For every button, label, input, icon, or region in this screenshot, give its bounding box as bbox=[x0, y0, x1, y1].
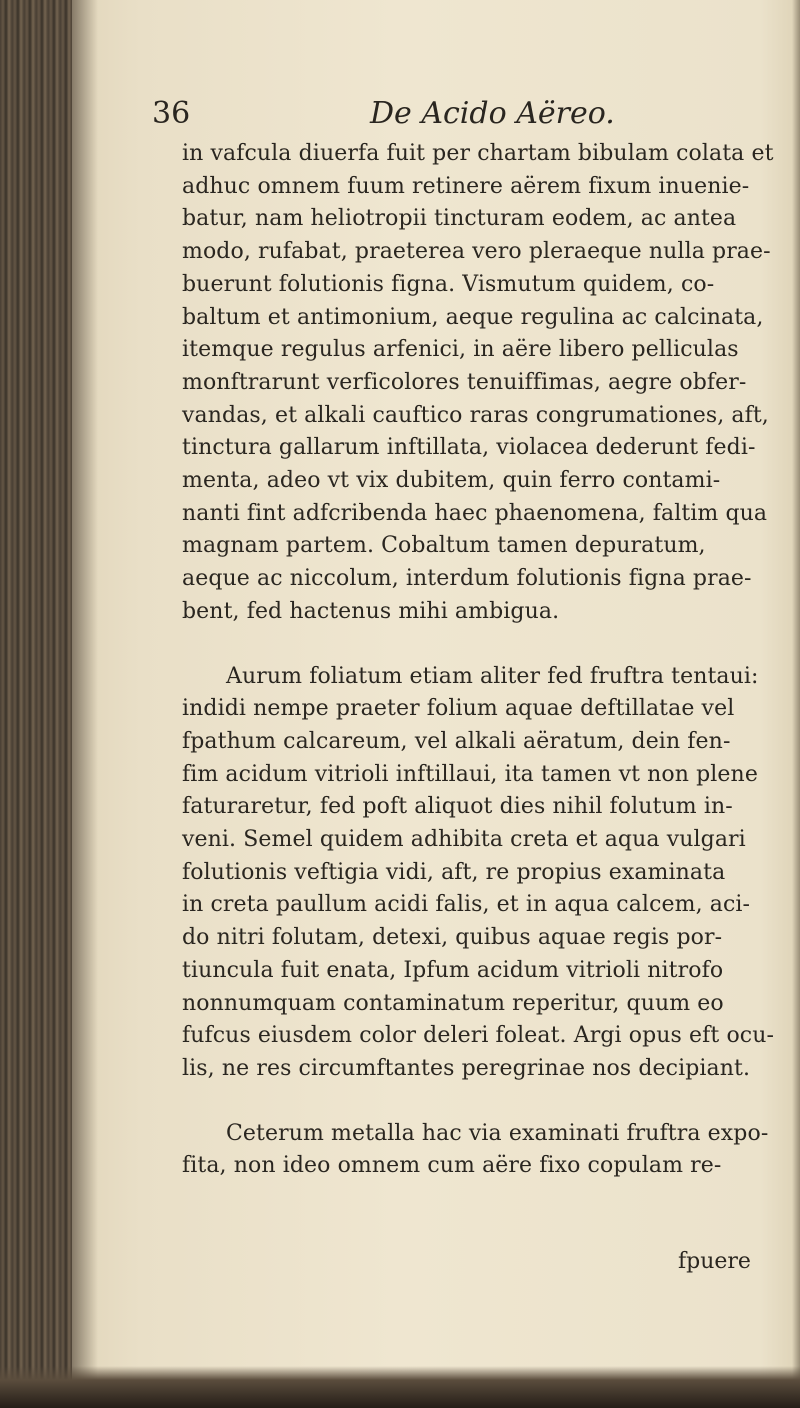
text-line: indidi nempe praeter folium aquae deftillatae vel bbox=[182, 696, 735, 722]
text-line: fpathum calcareum, vel alkali aëratum, dein fen- bbox=[182, 728, 731, 754]
text-line: menta, adeo vt vix dubitem, quin ferro contami- bbox=[182, 468, 721, 494]
text-line: fita, non ideo omnem cum aëre fixo copulam re- bbox=[182, 1153, 722, 1179]
catchword: fpuere bbox=[678, 1249, 751, 1274]
text-line: fufcus eiusdem color deleri foleat. Argi opus eft ocu- bbox=[182, 1023, 775, 1049]
text-line: nanti fint adfcribenda haec phaenomena, faltim qua bbox=[182, 500, 768, 526]
book-spine bbox=[0, 0, 72, 1408]
text-line: itemque regulus arfenici, in aëre libero pelliculas bbox=[182, 337, 739, 363]
paragraph-3 bbox=[182, 1118, 792, 1183]
page-number: 36 bbox=[152, 96, 191, 131]
text-line: lis, ne res circumftantes peregrinae nos decipiant. bbox=[182, 1055, 751, 1081]
page-header bbox=[152, 96, 752, 136]
text-line: Aurum foliatum etiam aliter fed fruftra tentaui: bbox=[226, 663, 759, 689]
text-line: modo, rufabat, praeterea vero pleraeque nulla prae- bbox=[182, 239, 771, 265]
text-line: batur, nam heliotropii tincturam eodem, ac antea bbox=[182, 206, 737, 232]
text-line: Ceterum metalla hac via examinati fruftra expo- bbox=[226, 1120, 769, 1146]
text-line: magnam partem. Cobaltum tamen depuratum, bbox=[182, 533, 706, 559]
paragraph-gap bbox=[182, 629, 792, 661]
gutter-shadow bbox=[72, 0, 98, 1408]
text-line: monftrarunt verficolores tenuiffimas, aegre obfer- bbox=[182, 369, 747, 395]
text-line: folutionis veftigia vidi, aft, re propius examinata bbox=[182, 859, 726, 885]
body-text bbox=[182, 138, 792, 1183]
page-edge-shadow bbox=[792, 0, 800, 1408]
text-line: in vafcula diuerfa fuit per chartam bibulam colata et bbox=[182, 141, 774, 166]
paragraph-2 bbox=[182, 661, 792, 1086]
text-line: tiuncula fuit enata, Ipfum acidum vitrioli nitrofo bbox=[182, 957, 724, 983]
text-line: aeque ac niccolum, interdum folutionis figna prae- bbox=[182, 566, 752, 592]
text-line: fim acidum vitrioli inftillaui, ita tamen vt non plene bbox=[182, 761, 758, 787]
paragraph-gap bbox=[182, 1086, 792, 1118]
paragraph-1 bbox=[182, 138, 792, 629]
text-line: in creta paullum acidi falis, et in aqua calcem, aci- bbox=[182, 892, 751, 918]
text-line: adhuc omnem fuum retinere aërem fixum inuenie- bbox=[182, 173, 750, 199]
text-line: do nitri folutam, detexi, quibus aquae regis por- bbox=[182, 925, 723, 951]
text-line: nonnumquam contaminatum reperitur, quum eo bbox=[182, 990, 724, 1016]
text-line: tinctura gallarum inftillata, violacea dederunt fedi- bbox=[182, 435, 756, 461]
bottom-binding-edge bbox=[0, 1366, 800, 1408]
text-line: bent, fed hactenus mihi ambigua. bbox=[182, 598, 560, 624]
text-line: baltum et antimonium, aeque regulina ac calcinata, bbox=[182, 304, 764, 330]
running-head: De Acido Aëreo. bbox=[370, 96, 615, 131]
text-line: buerunt folutionis figna. Vismutum quidem, co- bbox=[182, 271, 715, 297]
text-line: vandas, et alkali cauftico raras congrumationes, aft, bbox=[182, 402, 769, 428]
text-line: veni. Semel quidem adhibita creta et aqua vulgari bbox=[182, 827, 746, 853]
text-line: faturaretur, fed poft aliquot dies nihil folutum in- bbox=[182, 794, 733, 820]
